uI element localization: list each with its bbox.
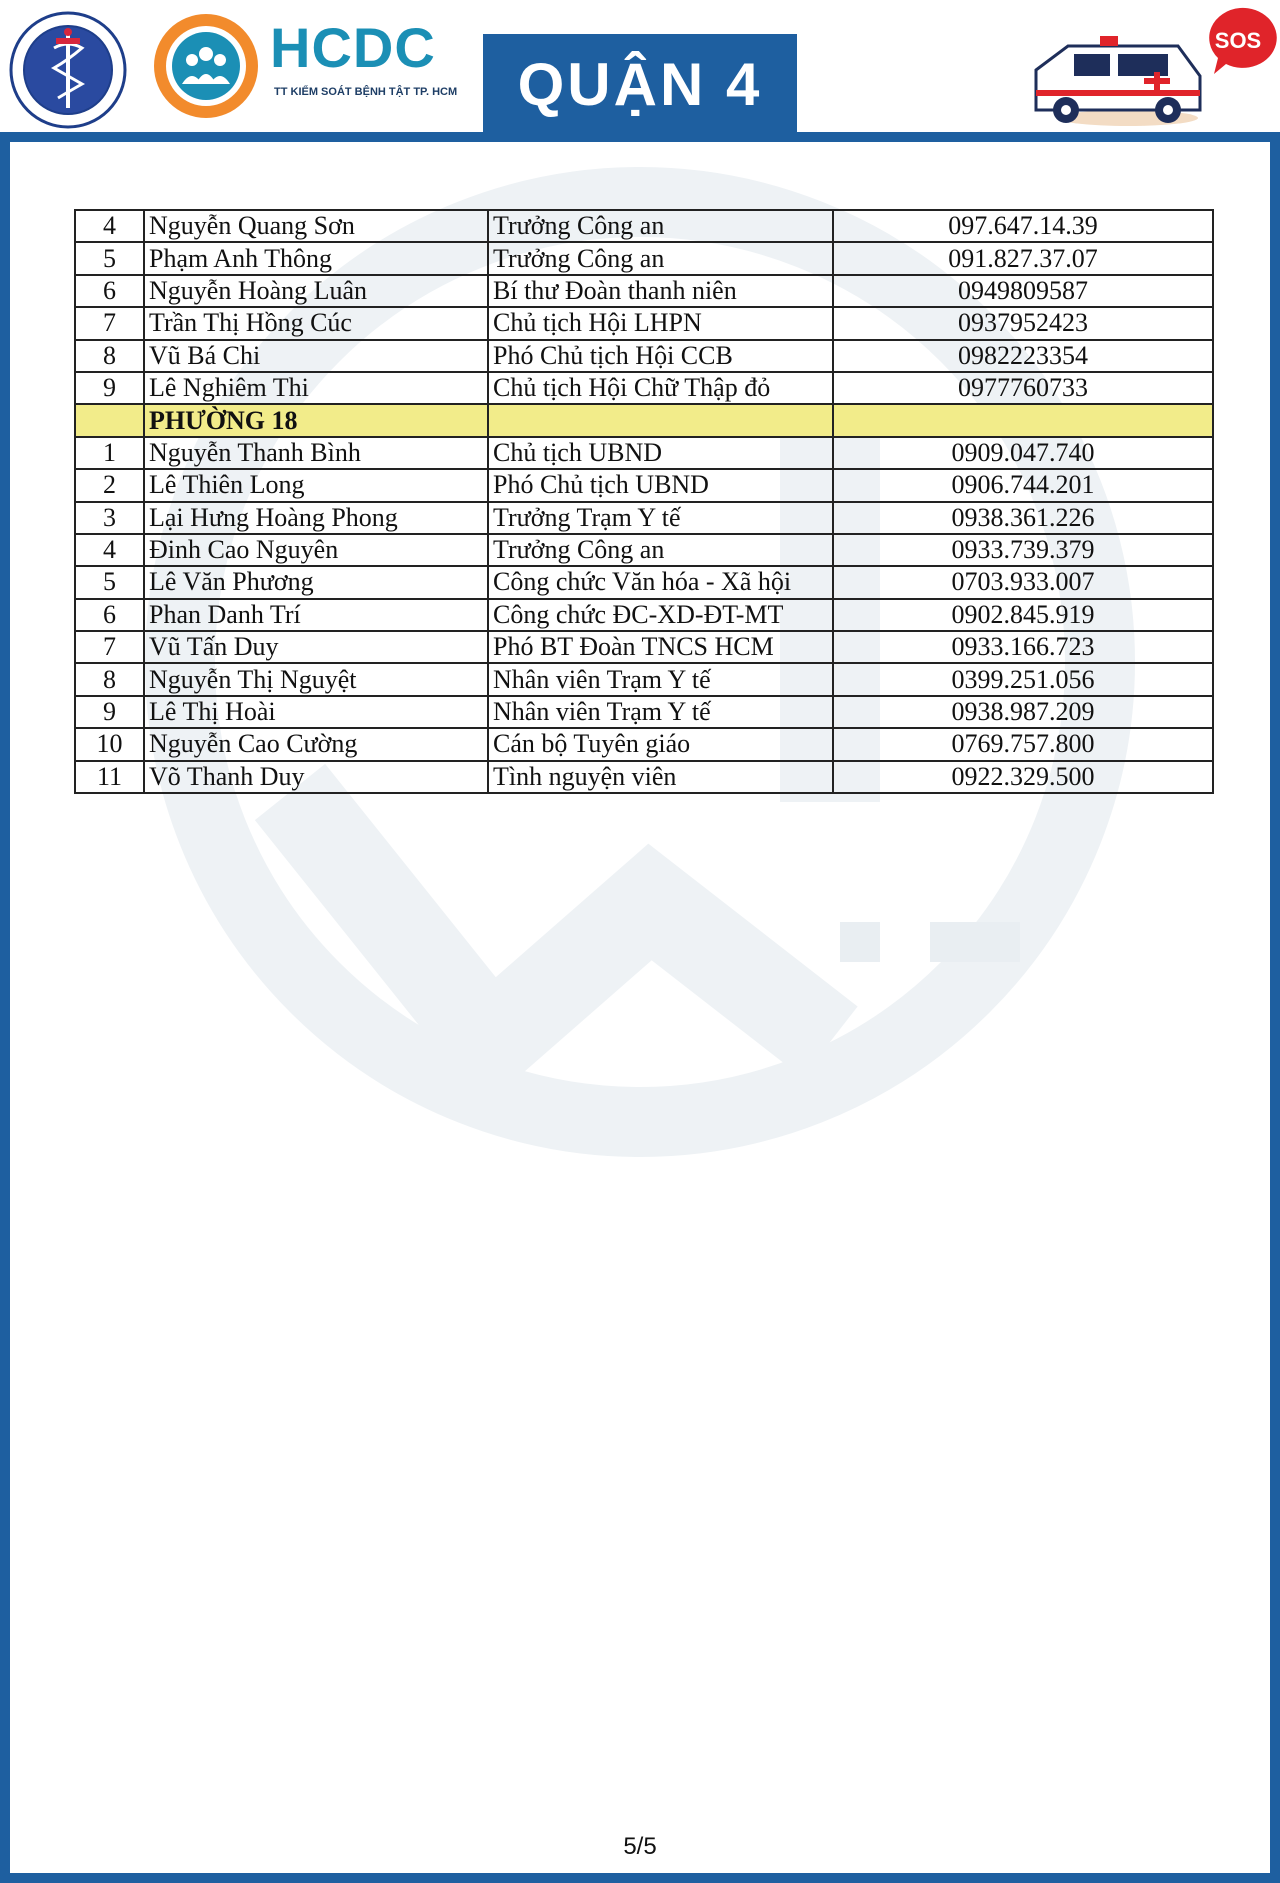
page-number: 5/5 <box>623 1833 657 1860</box>
table-row <box>75 534 1213 566</box>
row-phone: 0938.361.226 <box>833 502 1213 534</box>
row-phone: 0769.757.800 <box>833 728 1213 760</box>
row-role: Bí thư Đoàn thanh niên <box>488 275 833 307</box>
row-name: Nguyễn Quang Sơn <box>144 210 488 242</box>
row-number: 9 <box>75 696 144 728</box>
row-role: Tình nguyện viên <box>488 761 833 793</box>
row-role: Chủ tịch UBND <box>488 437 833 469</box>
row-phone: 097.647.14.39 <box>833 210 1213 242</box>
row-role: Công chức Văn hóa - Xã hội <box>488 566 833 598</box>
row-number: 7 <box>75 307 144 339</box>
row-name: Nguyễn Thanh Bình <box>144 437 488 469</box>
table-row <box>75 242 1213 274</box>
row-name: Vũ Tấn Duy <box>144 631 488 663</box>
row-number: 5 <box>75 242 144 274</box>
row-name: Lại Hưng Hoàng Phong <box>144 502 488 534</box>
row-role: Phó Chủ tịch UBND <box>488 469 833 501</box>
table-row <box>75 728 1213 760</box>
row-name: Nguyễn Hoàng Luân <box>144 275 488 307</box>
row-name: Phan Danh Trí <box>144 599 488 631</box>
row-role: Trưởng Trạm Y tế <box>488 502 833 534</box>
table-row <box>75 631 1213 663</box>
row-role: Chủ tịch Hội LHPN <box>488 307 833 339</box>
row-phone: 0938.987.209 <box>833 696 1213 728</box>
row-name: Phạm Anh Thông <box>144 242 488 274</box>
table-row <box>75 663 1213 695</box>
section-title: PHƯỜNG 18 <box>144 404 488 436</box>
row-name: Vũ Bá Chi <box>144 340 488 372</box>
table-row <box>75 307 1213 339</box>
table-row <box>75 566 1213 598</box>
row-role: Phó Chủ tịch Hội CCB <box>488 340 833 372</box>
row-number: 9 <box>75 372 144 404</box>
row-number: 11 <box>75 761 144 793</box>
row-number: 3 <box>75 502 144 534</box>
row-number: 6 <box>75 599 144 631</box>
row-phone: 0399.251.056 <box>833 663 1213 695</box>
row-number: 1 <box>75 437 144 469</box>
row-name: Trần Thị Hồng Cúc <box>144 307 488 339</box>
row-number: 6 <box>75 275 144 307</box>
section-role-cell <box>488 404 833 436</box>
row-role: Phó BT Đoàn TNCS HCM <box>488 631 833 663</box>
org-name: HCDC <box>270 16 436 79</box>
row-name: Lê Văn Phương <box>144 566 488 598</box>
row-name: Đinh Cao Nguyên <box>144 534 488 566</box>
row-role: Nhân viên Trạm Y tế <box>488 696 833 728</box>
row-number: 10 <box>75 728 144 760</box>
row-number: 2 <box>75 469 144 501</box>
row-number: 7 <box>75 631 144 663</box>
row-number: 4 <box>75 534 144 566</box>
ambulance-sos-icon <box>1028 6 1278 132</box>
hcdc-logo-icon <box>150 10 262 122</box>
table-row <box>75 696 1213 728</box>
row-name: Lê Thị Hoài <box>144 696 488 728</box>
section-stt-cell <box>75 404 144 436</box>
row-phone: 0909.047.740 <box>833 437 1213 469</box>
table-row <box>75 340 1213 372</box>
row-phone: 091.827.37.07 <box>833 242 1213 274</box>
table-row <box>75 502 1213 534</box>
table-row <box>75 210 1213 242</box>
row-phone: 0922.329.500 <box>833 761 1213 793</box>
row-phone: 0906.744.201 <box>833 469 1213 501</box>
page-header <box>0 0 1280 140</box>
row-phone: 0937952423 <box>833 307 1213 339</box>
row-phone: 0933.166.723 <box>833 631 1213 663</box>
section-row <box>75 404 1213 436</box>
row-number: 4 <box>75 210 144 242</box>
row-name: Nguyễn Thị Nguyệt <box>144 663 488 695</box>
table-row <box>75 761 1213 793</box>
row-role: Nhân viên Trạm Y tế <box>488 663 833 695</box>
row-name: Lê Thiên Long <box>144 469 488 501</box>
row-name: Lê Nghiêm Thi <box>144 372 488 404</box>
section-phone-cell <box>833 404 1213 436</box>
row-phone: 0982223354 <box>833 340 1213 372</box>
row-role: Trưởng Công an <box>488 210 833 242</box>
district-title: QUẬN 4 <box>483 34 797 134</box>
table-row <box>75 372 1213 404</box>
table-row <box>75 469 1213 501</box>
row-role: Chủ tịch Hội Chữ Thập đỏ <box>488 372 833 404</box>
row-name: Võ Thanh Duy <box>144 761 488 793</box>
contact-table-body <box>75 210 1213 793</box>
row-phone: 0933.739.379 <box>833 534 1213 566</box>
row-phone: 0977760733 <box>833 372 1213 404</box>
org-subtitle: TT KIỂM SOÁT BỆNH TẬT TP. HCM <box>274 86 458 98</box>
row-phone: 0949809587 <box>833 275 1213 307</box>
row-role: Cán bộ Tuyên giáo <box>488 728 833 760</box>
row-role: Trưởng Công an <box>488 242 833 274</box>
row-name: Nguyễn Cao Cường <box>144 728 488 760</box>
table-row <box>75 437 1213 469</box>
row-role: Công chức ĐC-XD-ĐT-MT <box>488 599 833 631</box>
row-phone: 0902.845.919 <box>833 599 1213 631</box>
contact-table <box>74 209 1212 794</box>
row-number: 8 <box>75 340 144 372</box>
health-department-seal-icon <box>8 10 128 130</box>
table-row <box>75 275 1213 307</box>
row-number: 5 <box>75 566 144 598</box>
row-role: Trưởng Công an <box>488 534 833 566</box>
table-row <box>75 599 1213 631</box>
row-phone: 0703.933.007 <box>833 566 1213 598</box>
row-number: 8 <box>75 663 144 695</box>
sos-label: SOS <box>1214 28 1262 53</box>
